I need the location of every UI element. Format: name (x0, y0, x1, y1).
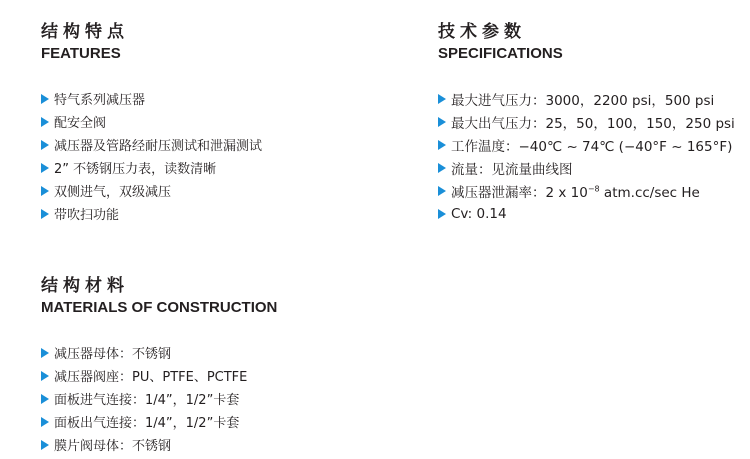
features-title-en: FEATURES (41, 45, 121, 62)
materials-list (41, 341, 277, 456)
material-text: 减压器阀座：PU、PTFE、PCTFE (54, 370, 248, 385)
list-item (41, 341, 277, 364)
specifications-section (438, 22, 735, 225)
triangle-right-icon (438, 117, 446, 127)
materials-title-en: MATERIALS OF CONSTRUCTION (41, 299, 278, 316)
features-title-cn: 结构特点 (41, 22, 129, 42)
leak-rate-text (451, 181, 700, 201)
list-item (41, 387, 277, 410)
spec-text: 工作温度：−40℃ ~ 74℃ (−40°F ~ 165°F) (451, 138, 733, 155)
triangle-right-icon (41, 394, 49, 404)
triangle-right-icon (438, 140, 446, 150)
list-item (438, 156, 735, 179)
spec-text: 流量：见流量曲线图 (451, 161, 573, 178)
triangle-right-icon (438, 209, 446, 219)
triangle-right-icon (41, 186, 49, 196)
spec-text: 最大进气压力：3000，2200 psi，500 psi (451, 92, 715, 109)
list-item (41, 202, 262, 225)
material-text: 减压器母体：不锈钢 (54, 347, 172, 362)
features-list (41, 87, 262, 225)
triangle-right-icon (41, 209, 49, 219)
cv-text: Cv: 0.14 (451, 205, 507, 222)
spec-text: 最大出气压力：25，50，100，150，250 psi (451, 115, 735, 132)
list-item (438, 202, 735, 225)
feature-text: 配安全阀 (54, 116, 107, 131)
list-item (41, 110, 262, 133)
list-item (438, 87, 735, 110)
list-item (41, 87, 262, 110)
specifications-title-en: SPECIFICATIONS (438, 45, 563, 62)
triangle-right-icon (41, 371, 49, 381)
list-item (41, 179, 262, 202)
feature-text: 双侧进气，双级减压 (54, 185, 172, 200)
feature-text: 特气系列减压器 (54, 93, 146, 108)
list-item (41, 410, 277, 433)
feature-text: 带吹扫功能 (54, 208, 120, 223)
material-text: 面板出气连接：1/4”，1/2”卡套 (54, 416, 240, 431)
triangle-right-icon (41, 348, 49, 358)
triangle-right-icon (438, 163, 446, 173)
triangle-right-icon (438, 94, 446, 104)
list-item (41, 364, 277, 387)
triangle-right-icon (41, 440, 49, 450)
triangle-right-icon (41, 117, 49, 127)
specifications-list (438, 87, 735, 225)
list-item (438, 133, 735, 156)
leak-rate-suffix: atm.cc/sec He (599, 184, 700, 201)
material-text: 膜片阀母体：不锈钢 (54, 439, 172, 454)
list-item (41, 433, 277, 456)
features-section (41, 22, 262, 225)
materials-title-cn: 结构材料 (41, 276, 129, 296)
leak-rate-exponent: −8 (587, 184, 600, 193)
list-item (41, 156, 262, 179)
materials-section (41, 276, 277, 456)
list-item (438, 179, 735, 202)
triangle-right-icon (41, 94, 49, 104)
triangle-right-icon (438, 186, 446, 196)
feature-text: 2” 不锈钢压力表，读数清晰 (54, 162, 217, 177)
material-text: 面板进气连接：1/4”，1/2”卡套 (54, 393, 240, 408)
list-item (41, 133, 262, 156)
triangle-right-icon (41, 417, 49, 427)
feature-text: 减压器及管路经耐压测试和泄漏测试 (54, 139, 263, 154)
list-item (438, 110, 735, 133)
leak-rate-prefix: 减压器泄漏率：2 x 10 (451, 184, 588, 201)
triangle-right-icon (41, 163, 49, 173)
specifications-title-cn: 技术参数 (438, 22, 526, 42)
triangle-right-icon (41, 140, 49, 150)
